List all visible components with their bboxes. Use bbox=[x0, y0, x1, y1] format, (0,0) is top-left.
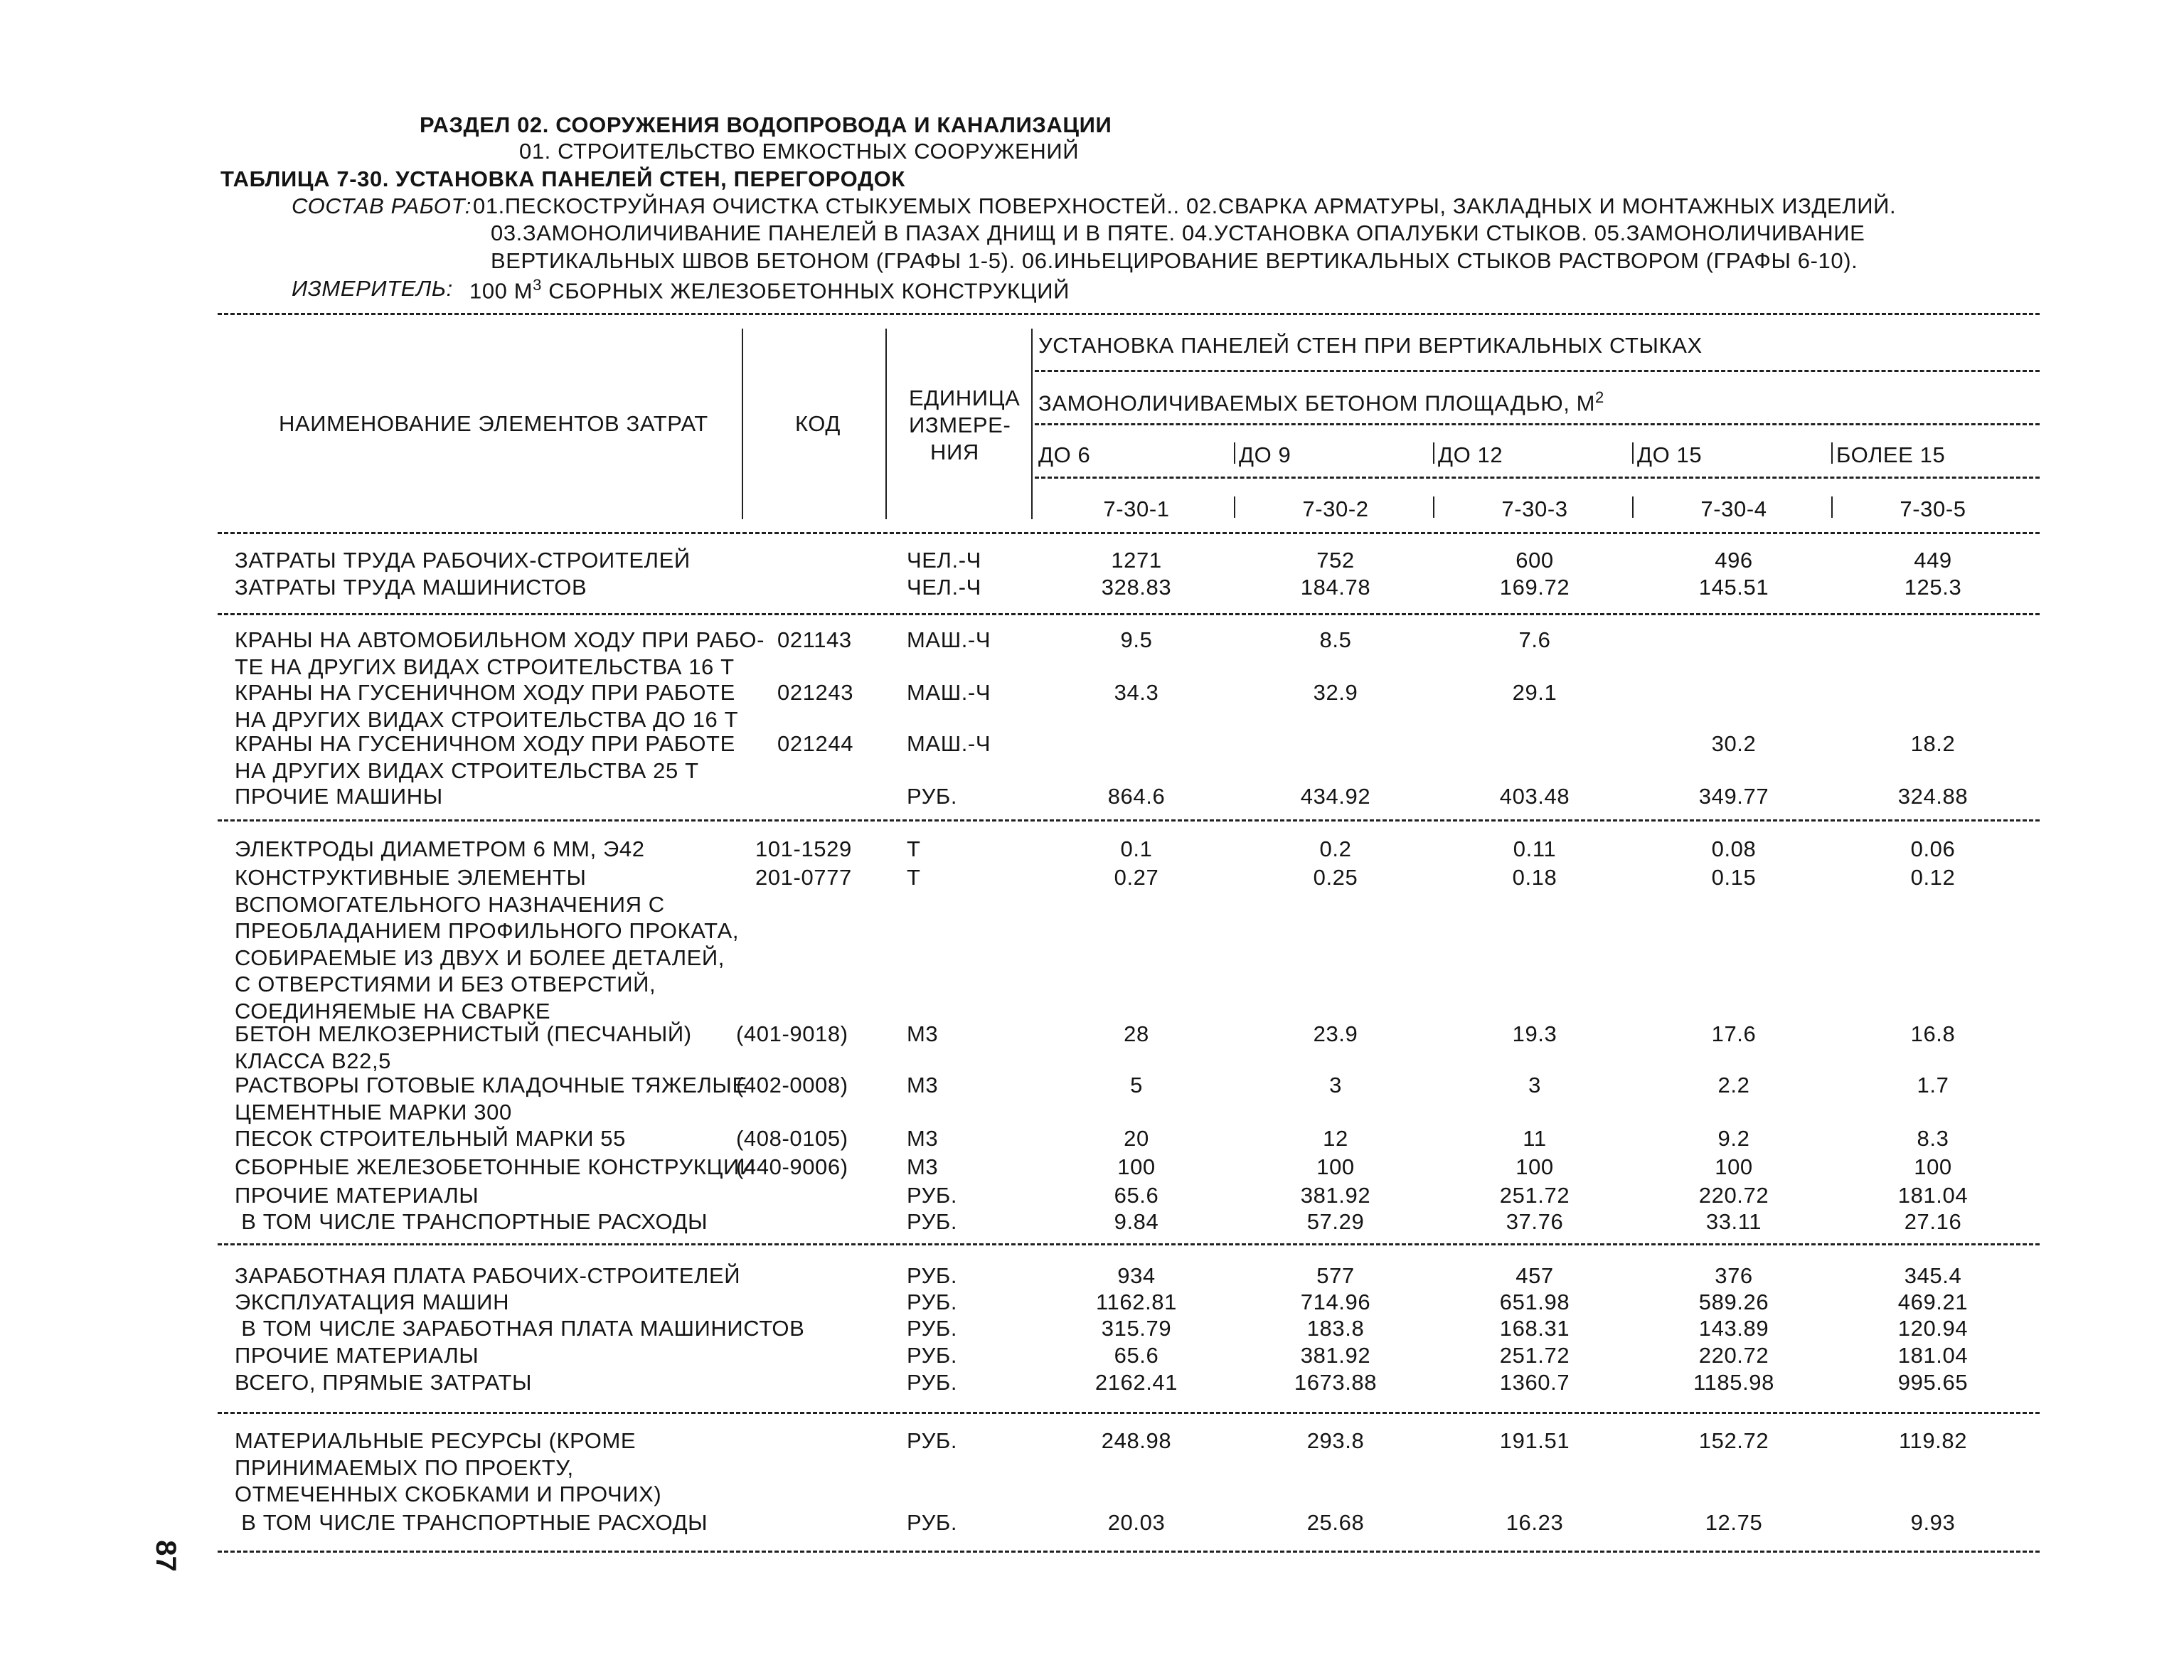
row-unit: РУБ. bbox=[907, 784, 958, 809]
row-value: 324.88 bbox=[1897, 784, 1969, 809]
row-unit: М3 bbox=[907, 1073, 939, 1097]
row-value: 1.7 bbox=[1917, 1073, 1949, 1097]
row-value: 57.29 bbox=[1306, 1209, 1365, 1234]
range-3: ДО 12 bbox=[1438, 442, 1503, 467]
row-value: 0.1 bbox=[1120, 836, 1153, 861]
row-name-line: ПРИНИМАЕМЫХ ПО ПРОЕКТУ, bbox=[235, 1455, 574, 1480]
col-divider-code bbox=[885, 329, 887, 519]
group-rule-labor bbox=[218, 613, 2040, 615]
row-value: 100 bbox=[1117, 1154, 1156, 1179]
row-name-line: СБОРНЫЕ ЖЕЛЕЗОБЕТОННЫЕ КОНСТРУКЦИИ bbox=[235, 1154, 756, 1179]
row-value: 752 bbox=[1316, 548, 1355, 573]
row-value: 315.79 bbox=[1101, 1316, 1172, 1341]
page-number: 87 bbox=[149, 1540, 181, 1572]
work-line-1: 01.ПЕСКОСТРУЙНАЯ ОЧИСТКА СТЫКУЕМЫХ ПОВЕРХНОСТЕЙ.. 02.СВАРКА АРМАТУРЫ, ЗАКЛАДНЫХ И МОНТАЖНЫХ ИЗДЕЛИЙ. bbox=[473, 193, 1897, 218]
row-value: 143.89 bbox=[1698, 1316, 1769, 1341]
row-name-line: ТЕ НА ДРУГИХ ВИДАХ СТРОИТЕЛЬСТВА 16 Т bbox=[235, 654, 735, 679]
row-value: 248.98 bbox=[1101, 1428, 1172, 1453]
column-code-1: 7-30-1 bbox=[1103, 496, 1170, 521]
row-name-line: БЕТОН МЕЛКОЗЕРНИСТЫЙ (ПЕСЧАНЫЙ) bbox=[235, 1021, 692, 1046]
row-name-line: КРАНЫ НА АВТОМОБИЛЬНОМ ХОДУ ПРИ РАБО- bbox=[235, 627, 765, 652]
row-value: 168.31 bbox=[1499, 1316, 1570, 1341]
range-divider-4 bbox=[1632, 442, 1634, 464]
row-unit: МАШ.-Ч bbox=[907, 731, 991, 756]
row-unit: РУБ. bbox=[907, 1263, 958, 1288]
row-value: 100 bbox=[1914, 1154, 1952, 1179]
row-value: 577 bbox=[1316, 1263, 1355, 1288]
row-unit: РУБ. bbox=[907, 1209, 958, 1234]
row-value: 2.2 bbox=[1717, 1073, 1750, 1097]
work-label: СОСТАВ РАБОТ: bbox=[292, 193, 472, 218]
row-value: 20 bbox=[1124, 1126, 1149, 1151]
work-line-3: ВЕРТИКАЛЬНЫХ ШВОВ БЕТОНОМ (ГРАФЫ 1-5). 06.ИНЬЕЦИРОВАНИЕ ВЕРТИКАЛЬНЫХ СТЫКОВ РАСТВОРОМ (ГРАФЫ 6-10). bbox=[491, 248, 1858, 273]
row-value: 496 bbox=[1715, 548, 1753, 573]
row-value: 65.6 bbox=[1114, 1343, 1159, 1368]
row-name-line: ПРОЧИЕ МАШИНЫ bbox=[235, 784, 443, 809]
row-name-line: ЗАРАБОТНАЯ ПЛАТА РАБОЧИХ-СТРОИТЕЛЕЙ bbox=[235, 1263, 741, 1288]
row-code: 021143 bbox=[777, 627, 852, 652]
row-name-line: КРАНЫ НА ГУСЕНИЧНОМ ХОДУ ПРИ РАБОТЕ bbox=[235, 680, 735, 705]
row-value: 65.6 bbox=[1114, 1183, 1159, 1208]
row-value: 251.72 bbox=[1499, 1183, 1570, 1208]
row-name-line: ОТМЕЧЕННЫХ СКОБКАМИ И ПРОЧИХ) bbox=[235, 1482, 662, 1506]
row-code: 201-0777 bbox=[755, 865, 852, 890]
row-value: 381.92 bbox=[1300, 1343, 1371, 1368]
row-name-line: В ТОМ ЧИСЛЕ ЗАРАБОТНАЯ ПЛАТА МАШИНИСТОВ bbox=[235, 1316, 805, 1341]
group-rule-3 bbox=[1035, 477, 2040, 479]
row-value: 11 bbox=[1523, 1126, 1547, 1151]
row-name-line: ЭКСПЛУАТАЦИЯ МАШИН bbox=[235, 1290, 510, 1314]
row-value: 376 bbox=[1715, 1263, 1753, 1288]
row-value: 0.27 bbox=[1114, 865, 1159, 890]
row-value: 184.78 bbox=[1300, 575, 1371, 600]
row-value: 33.11 bbox=[1705, 1209, 1762, 1234]
row-value: 0.15 bbox=[1711, 865, 1757, 890]
row-name-line: СОБИРАЕМЫЕ ИЗ ДВУХ И БОЛЕЕ ДЕТАЛЕЙ, bbox=[235, 945, 725, 970]
row-value: 191.51 bbox=[1499, 1428, 1570, 1453]
row-unit: М3 bbox=[907, 1126, 939, 1151]
row-unit: РУБ. bbox=[907, 1510, 958, 1535]
row-value: 30.2 bbox=[1711, 731, 1757, 756]
row-value: 23.9 bbox=[1313, 1021, 1358, 1046]
row-value: 1185.98 bbox=[1693, 1370, 1774, 1395]
row-name-line: ВСПОМОГАТЕЛЬНОГО НАЗНАЧЕНИЯ С bbox=[235, 891, 665, 917]
range-divider-3 bbox=[1433, 442, 1434, 464]
row-value: 12 bbox=[1323, 1126, 1348, 1151]
col-header-name: НАИМЕНОВАНИЕ ЭЛЕМЕНТОВ ЗАТРАТ bbox=[279, 411, 708, 436]
group-subtitle: ЗАМОНОЛИЧИВАЕМЫХ БЕТОНОМ ПЛОЩАДЬЮ, $М^2$ bbox=[1038, 388, 1604, 416]
row-value: 1271 bbox=[1111, 548, 1162, 573]
row-unit: М3 bbox=[907, 1154, 939, 1179]
header-bottom-rule bbox=[218, 532, 2040, 534]
row-value: 5 bbox=[1130, 1073, 1143, 1097]
code-divider-2 bbox=[1234, 496, 1235, 518]
row-value: 9.93 bbox=[1910, 1510, 1956, 1535]
row-value: 381.92 bbox=[1300, 1183, 1371, 1208]
row-value: 16.8 bbox=[1910, 1021, 1956, 1046]
row-name-line: ЭЛЕКТРОДЫ ДИАМЕТРОМ 6 ММ, Э42 bbox=[235, 836, 645, 861]
row-value: 651.98 bbox=[1499, 1290, 1570, 1314]
row-value: 119.82 bbox=[1898, 1428, 1968, 1453]
col-header-code: КОД bbox=[795, 411, 841, 436]
row-value: 19.3 bbox=[1512, 1021, 1557, 1046]
row-unit: РУБ. bbox=[907, 1183, 958, 1208]
row-code: 021243 bbox=[777, 680, 854, 705]
column-code-3: 7-30-3 bbox=[1501, 496, 1568, 521]
row-value: 152.72 bbox=[1698, 1428, 1769, 1453]
row-value: 25.68 bbox=[1306, 1510, 1365, 1535]
group-rule-materials bbox=[218, 1243, 2040, 1245]
row-value: 864.6 bbox=[1107, 784, 1166, 809]
row-value: 293.8 bbox=[1306, 1428, 1365, 1453]
row-value: 145.51 bbox=[1698, 575, 1769, 600]
row-code: (401-9018) bbox=[736, 1021, 848, 1046]
row-name-line: ПРЕОБЛАДАНИЕМ ПРОФИЛЬНОГО ПРОКАТА, bbox=[235, 918, 740, 943]
row-value: 181.04 bbox=[1897, 1343, 1969, 1368]
row-value: 589.26 bbox=[1698, 1290, 1769, 1314]
column-code-2: 7-30-2 bbox=[1302, 496, 1369, 521]
row-value: 0.25 bbox=[1313, 865, 1358, 890]
row-value: 9.84 bbox=[1114, 1209, 1159, 1234]
code-divider-4 bbox=[1632, 496, 1634, 518]
row-value: 32.9 bbox=[1313, 680, 1358, 705]
row-value: 934 bbox=[1117, 1263, 1156, 1288]
row-unit: Т bbox=[907, 836, 921, 861]
row-value: 0.11 bbox=[1513, 836, 1557, 861]
row-value: 0.2 bbox=[1319, 836, 1352, 861]
row-value: 9.2 bbox=[1717, 1126, 1750, 1151]
col-divider-name bbox=[742, 329, 743, 519]
row-value: 0.06 bbox=[1910, 836, 1956, 861]
row-value: 8.3 bbox=[1917, 1126, 1949, 1151]
work-line-2: 03.ЗАМОНОЛИЧИВАНИЕ ПАНЕЛЕЙ В ПАЗАХ ДНИЩ И В ПЯТЕ. 04.УСТАНОВКА ОПАЛУБКИ СТЫКОВ. 05.ЗАМОНОЛИЧИВАНИЕ bbox=[491, 220, 1865, 245]
row-unit: Т bbox=[907, 865, 921, 890]
col-header-unit-2: ИЗМЕРЕ- bbox=[909, 413, 1011, 437]
row-value: 100 bbox=[1715, 1154, 1753, 1179]
measure-label: ИЗМЕРИТЕЛЬ: bbox=[292, 276, 453, 301]
col-divider-unit bbox=[1031, 329, 1033, 519]
row-value: 1673.88 bbox=[1294, 1370, 1378, 1395]
row-value: 600 bbox=[1516, 548, 1554, 573]
row-unit: РУБ. bbox=[907, 1428, 958, 1453]
row-name-line: ПЕСОК СТРОИТЕЛЬНЫЙ МАРКИ 55 bbox=[235, 1126, 626, 1151]
table-title: ТАБЛИЦА 7-30. УСТАНОВКА ПАНЕЛЕЙ СТЕН, ПЕРЕГОРОДОК bbox=[220, 166, 905, 191]
range-2: ДО 9 bbox=[1239, 442, 1291, 467]
range-4: ДО 15 bbox=[1637, 442, 1703, 467]
row-unit: ЧЕЛ.-Ч bbox=[907, 575, 981, 600]
row-name-line: ЦЕМЕНТНЫЕ МАРКИ 300 bbox=[235, 1099, 512, 1125]
row-value: 120.94 bbox=[1897, 1316, 1969, 1341]
column-code-5: 7-30-5 bbox=[1900, 496, 1966, 521]
row-unit: М3 bbox=[907, 1021, 939, 1046]
group-rule-2 bbox=[1035, 423, 2040, 425]
row-value: 0.18 bbox=[1512, 865, 1557, 890]
row-value: 0.12 bbox=[1910, 865, 1956, 890]
row-value: 34.3 bbox=[1114, 680, 1159, 705]
row-value: 37.76 bbox=[1506, 1209, 1564, 1234]
row-value: 181.04 bbox=[1897, 1183, 1969, 1208]
row-name-line: ЗАТРАТЫ ТРУДА МАШИНИСТОВ bbox=[235, 575, 587, 600]
row-value: 345.4 bbox=[1904, 1263, 1962, 1288]
row-value: 16.23 bbox=[1506, 1510, 1564, 1535]
row-name-line: В ТОМ ЧИСЛЕ ТРАНСПОРТНЫЕ РАСХОДЫ bbox=[235, 1510, 708, 1535]
row-value: 17.6 bbox=[1711, 1021, 1757, 1046]
row-value: 9.5 bbox=[1120, 627, 1153, 652]
row-value: 8.5 bbox=[1319, 627, 1352, 652]
row-value: 714.96 bbox=[1300, 1290, 1371, 1314]
row-code: (408-0105) bbox=[736, 1126, 848, 1151]
row-unit: РУБ. bbox=[907, 1290, 958, 1314]
group-rule-machines bbox=[218, 819, 2040, 822]
row-name-line: РАСТВОРЫ ГОТОВЫЕ КЛАДОЧНЫЕ ТЯЖЕЛЫЕ bbox=[235, 1073, 747, 1097]
row-value: 27.16 bbox=[1904, 1209, 1962, 1234]
row-value: 449 bbox=[1914, 548, 1952, 573]
row-name-line: ПРОЧИЕ МАТЕРИАЛЫ bbox=[235, 1343, 479, 1368]
row-name-line: КРАНЫ НА ГУСЕНИЧНОМ ХОДУ ПРИ РАБОТЕ bbox=[235, 731, 735, 756]
table-bottom-rule bbox=[218, 1551, 2040, 1553]
range-5: БОЛЕЕ 15 bbox=[1836, 442, 1946, 467]
measure-text: 100 $М^3$ СБОРНЫХ ЖЕЛЕЗОБЕТОННЫХ КОНСТРУКЦИЙ bbox=[469, 276, 1070, 304]
row-unit: РУБ. bbox=[907, 1316, 958, 1341]
code-divider-5 bbox=[1831, 496, 1833, 518]
row-value: 7.6 bbox=[1518, 627, 1551, 652]
row-value: 169.72 bbox=[1499, 575, 1570, 600]
row-name-line: ЗАТРАТЫ ТРУДА РАБОЧИХ-СТРОИТЕЛЕЙ bbox=[235, 548, 691, 573]
row-name-line: НА ДРУГИХ ВИДАХ СТРОИТЕЛЬСТВА 25 Т bbox=[235, 757, 699, 783]
row-value: 2162.41 bbox=[1094, 1370, 1178, 1395]
row-value: 20.03 bbox=[1107, 1510, 1166, 1535]
row-value: 29.1 bbox=[1512, 680, 1557, 705]
row-unit: ЧЕЛ.-Ч bbox=[907, 548, 981, 573]
row-value: 349.77 bbox=[1698, 784, 1769, 809]
row-value: 434.92 bbox=[1300, 784, 1371, 809]
row-value: 28 bbox=[1124, 1021, 1149, 1046]
range-1: ДО 6 bbox=[1038, 442, 1091, 467]
row-name-line: В ТОМ ЧИСЛЕ ТРАНСПОРТНЫЕ РАСХОДЫ bbox=[235, 1209, 708, 1234]
row-name-line: СОЕДИНЯЕМЫЕ НА СВАРКЕ bbox=[235, 998, 551, 1024]
row-unit: МАШ.-Ч bbox=[907, 627, 991, 652]
row-value: 125.3 bbox=[1904, 575, 1962, 600]
row-value: 457 bbox=[1516, 1263, 1554, 1288]
row-code: (402-0008) bbox=[736, 1073, 848, 1097]
row-value: 403.48 bbox=[1499, 784, 1570, 809]
header-top-rule bbox=[218, 313, 2040, 315]
subsection-title: 01. СТРОИТЕЛЬСТВО ЕМКОСТНЫХ СООРУЖЕНИЙ bbox=[519, 139, 1080, 164]
section-title: РАЗДЕЛ 02. СООРУЖЕНИЯ ВОДОПРОВОДА И КАНАЛИЗАЦИИ bbox=[420, 112, 1112, 137]
group-rule-totals bbox=[218, 1412, 2040, 1414]
col-header-unit-1: ЕДИНИЦА bbox=[909, 386, 1021, 410]
row-value: 12.75 bbox=[1705, 1510, 1763, 1535]
row-value: 3 bbox=[1528, 1073, 1541, 1097]
column-code-4: 7-30-4 bbox=[1700, 496, 1767, 521]
row-value: 469.21 bbox=[1897, 1290, 1969, 1314]
code-divider-3 bbox=[1433, 496, 1434, 518]
row-name-line: ВСЕГО, ПРЯМЫЕ ЗАТРАТЫ bbox=[235, 1370, 533, 1395]
row-value: 18.2 bbox=[1910, 731, 1956, 756]
row-unit: РУБ. bbox=[907, 1343, 958, 1368]
row-value: 3 bbox=[1329, 1073, 1342, 1097]
row-name-line: КОНСТРУКТИВНЫЕ ЭЛЕМЕНТЫ bbox=[235, 865, 587, 890]
range-divider-5 bbox=[1831, 442, 1833, 464]
row-value: 0.08 bbox=[1711, 836, 1757, 861]
row-name-line: НА ДРУГИХ ВИДАХ СТРОИТЕЛЬСТВА ДО 16 Т bbox=[235, 706, 739, 732]
row-value: 220.72 bbox=[1698, 1343, 1769, 1368]
row-name-line: С ОТВЕРСТИЯМИ И БЕЗ ОТВЕРСТИЙ, bbox=[235, 972, 656, 996]
col-header-unit-3: НИЯ bbox=[930, 440, 979, 464]
row-value: 220.72 bbox=[1698, 1183, 1769, 1208]
row-value: 100 bbox=[1316, 1154, 1355, 1179]
row-value: 995.65 bbox=[1897, 1370, 1969, 1395]
row-value: 251.72 bbox=[1499, 1343, 1570, 1368]
row-code: (440-9006) bbox=[736, 1154, 848, 1179]
row-value: 1162.81 bbox=[1096, 1290, 1177, 1314]
row-value: 100 bbox=[1516, 1154, 1554, 1179]
row-code: 101-1529 bbox=[755, 836, 852, 861]
row-code: 021244 bbox=[777, 731, 854, 756]
row-unit: РУБ. bbox=[907, 1370, 958, 1395]
row-name-line: КЛАССА В22,5 bbox=[235, 1048, 391, 1073]
row-value: 183.8 bbox=[1306, 1316, 1365, 1341]
row-value: 1360.7 bbox=[1499, 1370, 1570, 1395]
row-value: 328.83 bbox=[1101, 575, 1172, 600]
group-title: УСТАНОВКА ПАНЕЛЕЙ СТЕН ПРИ ВЕРТИКАЛЬНЫХ СТЫКАХ bbox=[1038, 333, 1703, 358]
row-unit: МАШ.-Ч bbox=[907, 680, 991, 705]
row-name-line: ПРОЧИЕ МАТЕРИАЛЫ bbox=[235, 1183, 479, 1208]
range-divider-2 bbox=[1234, 442, 1235, 464]
group-rule-1 bbox=[1035, 370, 2040, 372]
row-name-line: МАТЕРИАЛЬНЫЕ РЕСУРСЫ (КРОМЕ bbox=[235, 1428, 636, 1453]
